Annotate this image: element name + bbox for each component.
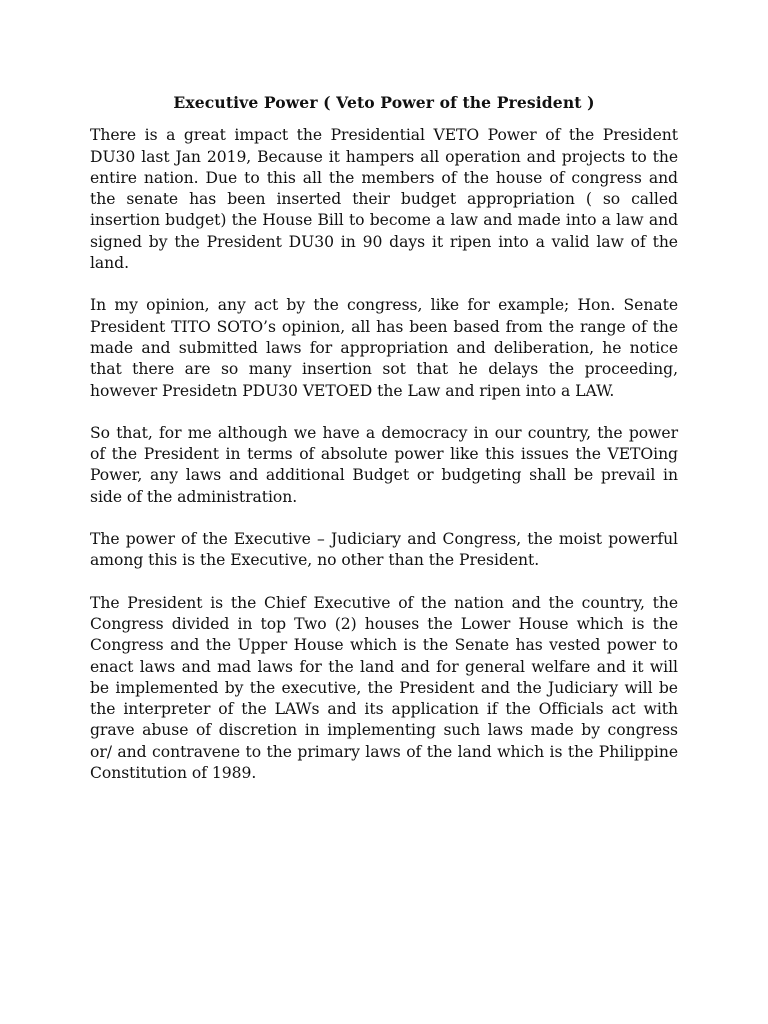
- paragraph-1: There is a great impact the Presidential VETO Power of the President DU30 last Jan 2019, Because it hampers all operation and projects to the entire nation. Due to this all the members of the house of congress and the senate has been inserted their budget appropriation ( so called insertion budget) the House Bill to become a law and made into a law and signed by the President DU30 in 90 days it ripen into a valid law of the land.: [90, 126, 678, 273]
- paragraph-5: The President is the Chief Executive of the nation and the country, the Congress divided in top Two (2) houses the Lower House which is the Congress and the Upper House which is the Senate has vested power to enact laws and mad laws for the land and for general welfare and it will be implemented by the executive, the President and the Judiciary will be the interpreter of the LAWs and its application if the Officials act with grave abuse of discretion in implementing such laws made by congress or/ and contravene to the primary laws of the land which is the Philippine Constitution of 1989.: [90, 593, 678, 783]
- document-title: Executive Power ( Veto Power of the President ): [173, 93, 595, 112]
- paragraph-4: The power of the Executive – Judiciary and Congress, the moist powerful among this is the Executive, no other than the President.: [90, 530, 678, 570]
- paragraph-2: In my opinion, any act by the congress, like for example; Hon. Senate President TITO SOTO’s opinion, all has been based from the range of the made and submitted laws for appropriation and deliberation, he notice that there are so many insertion sot that he delays the proceeding, however Presidetn PDU30 VETOED the Law and ripen into a LAW.: [90, 296, 678, 400]
- document-page: [90, 92, 678, 805]
- paragraph-3: So that, for me although we have a democracy in our country, the power of the President in terms of absolute power like this issues the VETOing Power, any laws and additional Budget or budgeting shall be prevail in side of the administration.: [90, 423, 678, 506]
